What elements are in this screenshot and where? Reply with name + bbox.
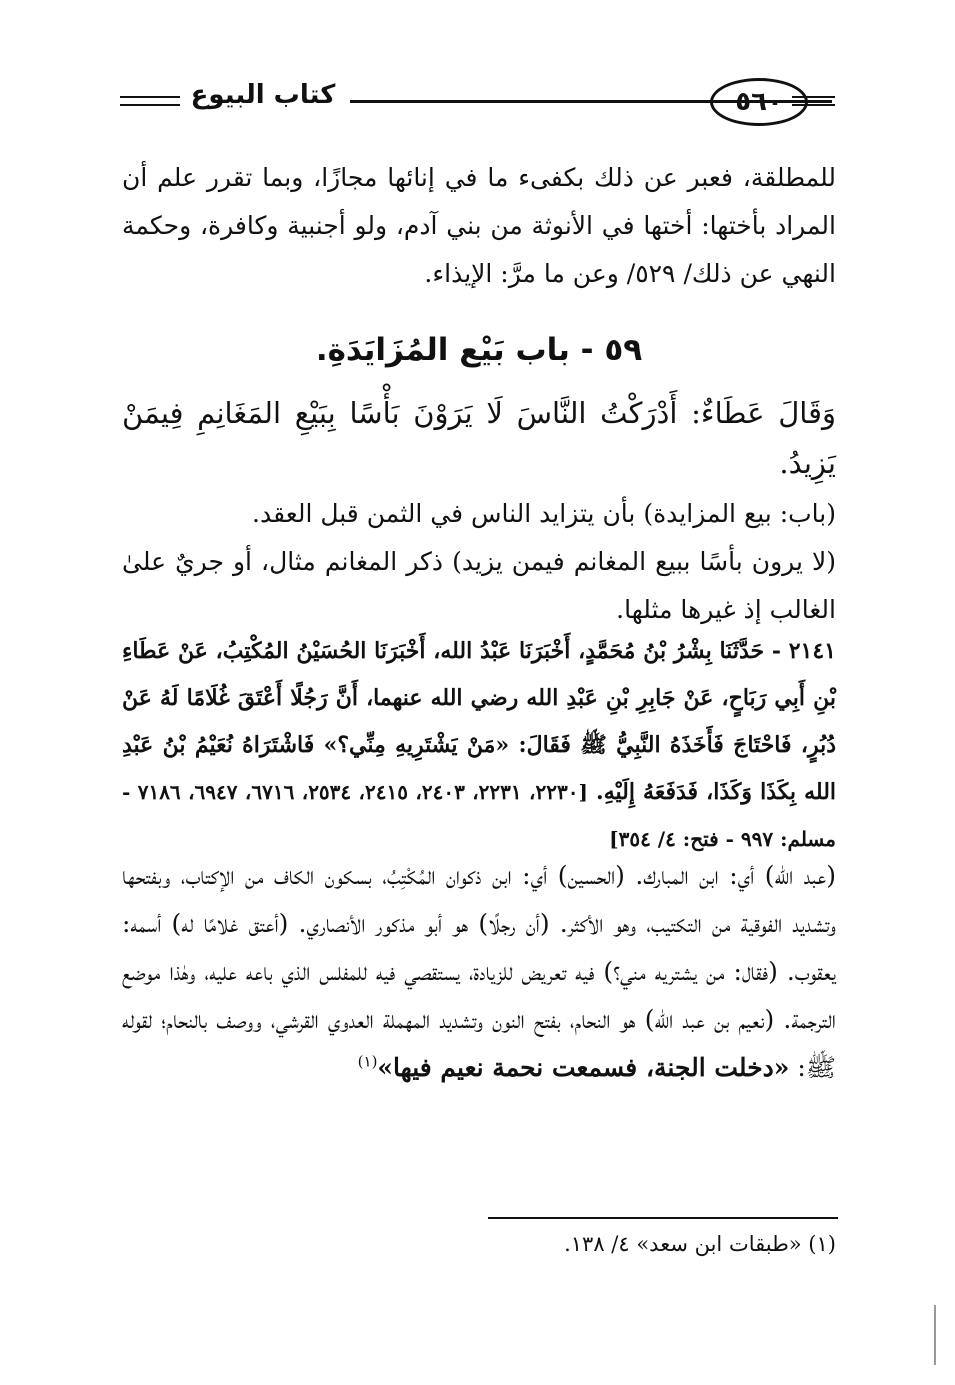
page-header	[120, 78, 835, 130]
header-rule-left-2	[120, 104, 180, 106]
ata-quote: وَقَالَ عَطَاءٌ: أَدْرَكْتُ النَّاسَ لَا يَرَوْنَ بَأْسًا بِبَيْعِ المَغَانِمِ فِيمَنْ يَزِيدُ.	[122, 396, 836, 480]
commentary-bab: (باب: بيع المزايدة) بأن يتزايد الناس في الثمن قبل العقد.	[252, 499, 836, 528]
prophetic-quote: «دخلت الجنة، فسمعت نحمة نعيم فيها»	[377, 1053, 790, 1082]
hadith-references: [٢٢٣٠، ٢٢٣١، ٢٤٠٣، ٢٤١٥، ٢٥٣٤، ٦٧١٦، ٦٩٤٧، ٧١٨٦ - مسلم: ٩٩٧ - فتح: ٤/ ٣٥٤]	[122, 780, 836, 851]
commentary-maghanim: (لا يرون بأسًا ببيع المغانم فيمن يزيد) ذكر المغانم مثال، أو جريٌ علىٰ الغالب إذ غيرها مثلها.	[122, 547, 836, 624]
hadith-text: ٢١٤١ - حَدَّثَنَا بِشْرُ بْنُ مُحَمَّدٍ، أَخْبَرَنَا عَبْدُ الله، أَخْبَرَنَا الحُسَيْنُ المُكْتِبُ، عَنْ عَطَاءِ بْنِ أَبِي رَبَاحٍ، عَنْ جَابِرِ بْنِ عَبْدِ الله رضي الله عنهما، أَنَّ رَجُلًا أَعْتَقَ غُلَامًا لَهُ عَنْ دُبُرٍ، فَاحْتَاجَ فَأَخَذَهُ النَّبِيُّ ﷺ فَقَالَ: «مَنْ يَشْتَرِيهِ مِنِّي؟» فَاشْتَرَاهُ نُعَيْمُ بْنُ عَبْدِ الله بِكَذَا وَكَذَا، فَدَفَعَهُ إِلَيْهِ.	[122, 638, 837, 805]
hadith-2141	[122, 628, 836, 863]
chapter-heading: ٥٩ - باب بَيْع المُزَايَدَةِ.	[315, 332, 643, 368]
commentary-hadith	[122, 852, 836, 1092]
footnote-1: (١) «طبقات ابن سعد» ٤/ ١٣٨.	[564, 1232, 836, 1256]
footnote-separator	[488, 1217, 838, 1219]
footnote-marker: (١)	[357, 1052, 378, 1071]
header-rule-left-1	[120, 96, 180, 98]
commentary-hadith-text: (عبد الله) أي: ابن المبارك. (الحسين) أي: ابن ذكوان المُكْتِبُ، بسكون الكاف من الإكتاب، وبفتحها وتشديد الفوقية من التكتيب، وهو الأكثر. (أن رجلًا) هو أبو مذكور الأنصاري. (أعتق غلامًا له) أسمه: يعقوب. (فقال: من يشتريه مني؟) فيه تعريض للزيادة، يستقصي فيه للمفلس الذي باعه عليه، وهٰذا موضع الترجمة. (نعيم بن عبد الله) هو النحام، بفتح النون وتشديد المهملة العدوي القرشي، ووصف بالنحام؛ لقوله ﷺ:	[122, 861, 836, 1082]
opening-paragraph: للمطلقة، فعبر عن ذلك بكفىء ما في إنائها مجازًا، وبما تقرر علم أن المراد بأختها: أختها في الأنوثة من بني آدم، ولو أجنبية وكافرة، وحكمة النهي عن ذلك/ ٥٢٩/ وعن ما مرَّ: الإيذاء.	[122, 163, 836, 288]
scan-edge-mark	[934, 1305, 936, 1365]
page-number: ٥٦٠	[710, 78, 808, 126]
book-title: كتاب البيوع	[188, 80, 338, 110]
